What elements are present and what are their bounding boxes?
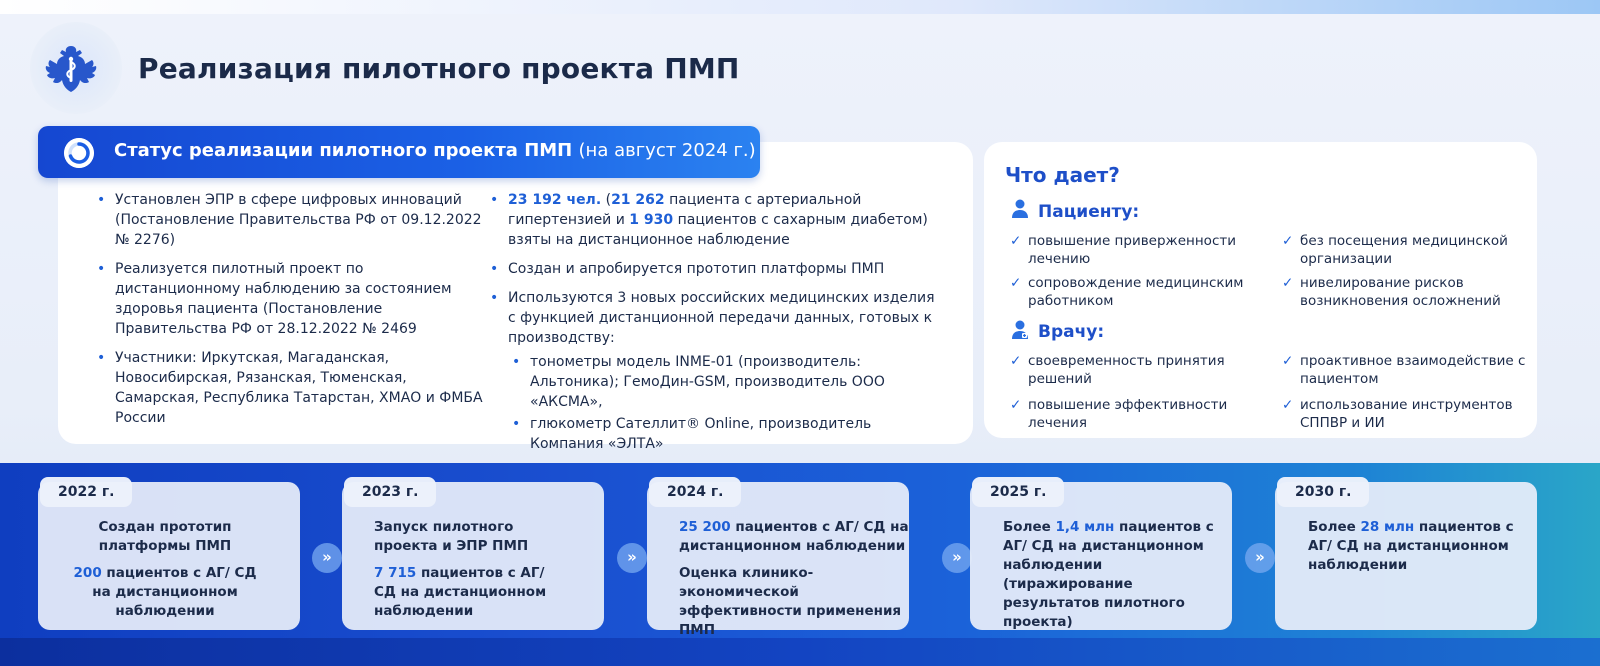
devices-sublist bbox=[508, 352, 946, 454]
status-banner-label: Статус реализации пилотного проекта ПМП bbox=[114, 140, 573, 161]
timeline-rest: пациентов с АГ/ СД на дистанционном наблюдении bbox=[679, 519, 909, 554]
timeline-text-2022 bbox=[70, 518, 260, 621]
timeline-text-2025 bbox=[1003, 518, 1228, 632]
hypertension-count: 21 262 bbox=[611, 192, 665, 208]
timeline-prefix: Более bbox=[1308, 519, 1361, 535]
benefit-text: своевременность принятия решений bbox=[1028, 353, 1225, 387]
timeline-year-2024: 2024 г. bbox=[649, 477, 741, 507]
benefit-item bbox=[1010, 396, 1255, 432]
list-item-patients-count bbox=[486, 190, 946, 250]
timeline-arrow-icon: » bbox=[942, 543, 972, 573]
timeline-line bbox=[1003, 518, 1228, 632]
timeline-year-2022: 2022 г. bbox=[40, 477, 132, 507]
timeline-arrow-icon: » bbox=[617, 543, 647, 573]
timeline-number: 25 200 bbox=[679, 519, 731, 535]
check-icon: ✓ bbox=[1010, 275, 1022, 291]
progress-ring-icon bbox=[64, 138, 94, 168]
timeline-line bbox=[374, 564, 564, 621]
patient-label: Пациенту: bbox=[1038, 202, 1140, 222]
timeline-number: 28 млн bbox=[1360, 519, 1415, 535]
check-icon: ✓ bbox=[1282, 233, 1294, 249]
timeline-year-2030: 2030 г. bbox=[1277, 477, 1369, 507]
timeline-line: Оценка клинико-экономической эффективности применения ПМП bbox=[679, 565, 902, 638]
check-icon: ✓ bbox=[1282, 397, 1294, 413]
status-right-list bbox=[486, 190, 946, 454]
timeline-line bbox=[70, 564, 260, 621]
list-item: • Создан и апробируется прототип платформы ПМП bbox=[486, 259, 946, 279]
eagle-emblem-icon bbox=[40, 40, 102, 98]
list-item-devices bbox=[486, 288, 946, 454]
timeline-text-2024 bbox=[679, 518, 919, 640]
patient-person-icon bbox=[1011, 199, 1029, 219]
list-item: • Реализуется пилотный проект по дистанционному наблюдению за состоянием здоровья пациента (Постановление Правительства РФ от 28.12.2022 № 2469 bbox=[93, 259, 483, 339]
check-icon: ✓ bbox=[1010, 397, 1022, 413]
timeline-number: 200 bbox=[73, 565, 102, 581]
benefit-item bbox=[1282, 352, 1527, 388]
benefit-text: сопровождение медицинским работником bbox=[1028, 275, 1244, 309]
status-left-list bbox=[93, 190, 483, 428]
timeline-line: Создан прототип платформы ПМП bbox=[98, 519, 232, 554]
status-right-column bbox=[486, 190, 946, 463]
benefit-item bbox=[1282, 396, 1527, 432]
patients-total: 23 192 чел. bbox=[508, 192, 602, 208]
text-fragment: пациента с артериальной гипертензией и bbox=[508, 192, 862, 228]
timeline-rest: пациентов с АГ/ СД на дистанционном наблюдении bbox=[92, 565, 257, 619]
timeline-bottom-strip bbox=[0, 638, 1600, 666]
benefit-item bbox=[1010, 274, 1255, 310]
timeline-rest: пациентов с АГ/ СД на дистанционном наблюдении bbox=[374, 565, 547, 619]
benefit-text: повышение приверженности лечению bbox=[1028, 233, 1236, 267]
device-item: • глюкометр Сателлит® Online, производитель Компания «ЭЛТА» bbox=[508, 414, 946, 454]
doctor-person-icon bbox=[1011, 320, 1029, 340]
status-banner-date: (на август 2024 г.) bbox=[578, 140, 756, 161]
diabetes-count: 1 930 bbox=[629, 212, 674, 228]
timeline-text-2023 bbox=[374, 518, 564, 621]
timeline-line bbox=[1308, 518, 1523, 575]
benefit-item bbox=[1010, 352, 1255, 388]
check-icon: ✓ bbox=[1282, 275, 1294, 291]
check-icon: ✓ bbox=[1010, 353, 1022, 369]
timeline-arrow-icon: » bbox=[312, 543, 342, 573]
check-icon: ✓ bbox=[1010, 233, 1022, 249]
status-banner-title bbox=[114, 140, 756, 161]
text-fragment: ( bbox=[601, 192, 612, 208]
benefit-text: повышение эффективности лечения bbox=[1028, 397, 1228, 431]
status-banner bbox=[38, 126, 760, 178]
list-item: • Установлен ЭПР в сфере цифровых инноваций (Постановление Правительства РФ от 09.12.2022 № 2276) bbox=[93, 190, 483, 250]
benefit-item bbox=[1010, 232, 1255, 268]
timeline-arrow-icon: » bbox=[1245, 543, 1275, 573]
timeline-prefix: Более bbox=[1003, 519, 1056, 535]
page-title: Реализация пилотного проекта ПМП bbox=[138, 52, 740, 85]
status-left-column bbox=[93, 190, 483, 437]
benefits-title: Что дает? bbox=[1005, 163, 1120, 187]
check-icon: ✓ bbox=[1282, 353, 1294, 369]
text-fragment: пациентов с сахарным диабетом) взяты на дистанционное наблюдение bbox=[508, 212, 928, 248]
timeline-line: Запуск пилотного проекта и ЭПР ПМП bbox=[374, 519, 529, 554]
benefit-text: проактивное взаимодействие с пациентом bbox=[1300, 353, 1526, 387]
timeline-line bbox=[679, 518, 919, 556]
timeline-rest: пациентов с АГ/ СД на дистанционном наблюдении (тиражирование результатов пилотного проекта) bbox=[1003, 519, 1214, 630]
top-gradient-band bbox=[0, 0, 1600, 14]
benefit-text: без посещения медицинской организации bbox=[1300, 233, 1508, 267]
benefit-item bbox=[1282, 232, 1527, 268]
doctor-label: Врачу: bbox=[1038, 322, 1105, 342]
timeline-number: 7 715 bbox=[374, 565, 417, 581]
benefit-text: нивелирование рисков возникновения осложнений bbox=[1300, 275, 1501, 309]
timeline-year-2023: 2023 г. bbox=[344, 477, 436, 507]
timeline-rest: пациентов с АГ/ СД на дистанционном наблюдении bbox=[1308, 519, 1514, 573]
device-item: • тонометры модель INME-01 (производитель: Альтоника); ГемоДин-GSM, производитель ООО «АКСМА», bbox=[508, 352, 946, 412]
timeline-year-2025: 2025 г. bbox=[972, 477, 1064, 507]
timeline-number: 1,4 млн bbox=[1055, 519, 1115, 535]
list-item: • Участники: Иркутская, Магаданская, Новосибирская, Рязанская, Тюменская, Самарская, Республика Татарстан, ХМАО и ФМБА России bbox=[93, 348, 483, 428]
benefit-text: использование инструментов СППВР и ИИ bbox=[1300, 397, 1513, 431]
devices-intro: Используются 3 новых российских медицинских изделия с функцией дистанционной передачи данных, готовых к производству: bbox=[508, 290, 935, 346]
timeline-text-2030 bbox=[1308, 518, 1523, 575]
benefit-item bbox=[1282, 274, 1527, 310]
